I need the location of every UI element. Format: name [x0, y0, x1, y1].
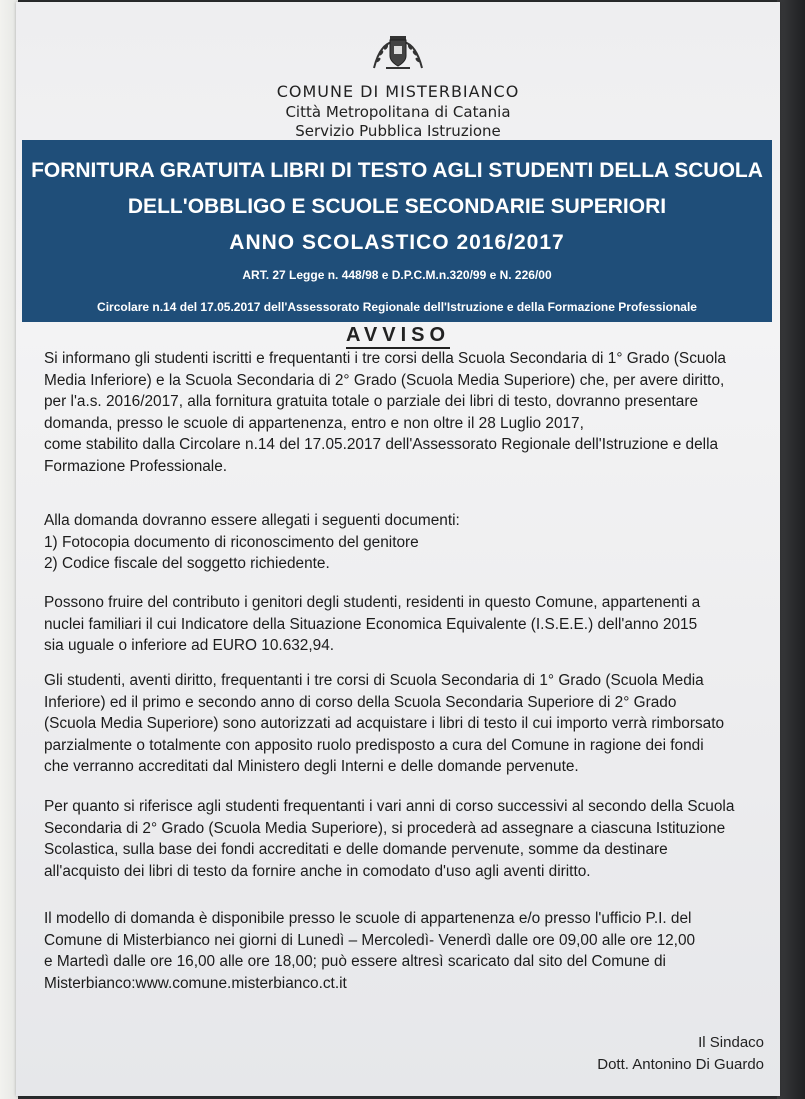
banner-circular-reference: Circolare n.14 del 17.05.2017 dell'Assessorato Regionale dell'Istruzione e della Formazione Professionale — [97, 300, 697, 314]
municipal-crest-icon — [368, 32, 428, 76]
text-line: (Scuola Media Superiore) sono autorizzati ad acquistare i libri di testo il cui importo verrà rimborsato — [44, 715, 725, 732]
text-line: parzialmente o totalmente con apposito ruolo predisposto a cura del Comune in ragione dei fondi — [44, 736, 704, 754]
text-line: nuclei familiari il cui Indicatore della Situazione Economica Equivalente (I.S.E.E.) dell'anno 2015 — [44, 615, 698, 633]
text-line: Si informano gli studenti iscritti e frequentanti i tre corsi della Scuola Secondaria di 1° Grado (Scuola — [44, 350, 726, 367]
citta-subtitle: Città Metropolitana di Catania — [285, 103, 511, 121]
text-line: Possono fruire del contributo i genitori degli studenti, residenti in questo Comune, appartenenti a — [44, 594, 701, 611]
text-line: che verranno accreditati dal Ministero degli Interni e delle domande pervenute. — [44, 758, 579, 775]
text-line: Media Inferiore) e la Scuola Secondaria di 2° Grado (Scuola Media Superiore) che, per avere diritto, — [44, 371, 725, 389]
text-line: Secondaria di 2° Grado (Scuola Media Superiore), si procederà ad assegnare a ciascuna Istituzione — [44, 819, 726, 837]
text-line: per l'a.s. 2016/2017, alla fornitura gratuita totale o parziale dei libri di testo, dovranno presentare — [44, 393, 699, 410]
text-line: domanda, presso le scuole di appartenenza, entro e non oltre il 28 Luglio 2017, — [44, 414, 584, 432]
title-banner — [22, 140, 772, 322]
signature-name: Dott. Antonino Di Guardo — [597, 1056, 764, 1073]
text-line: Formazione Professionale. — [44, 457, 228, 475]
text-line: Gli studenti, aventi diritto, frequentanti i tre corsi di Scuola Secondaria di 1° Grado (Scuola Media — [44, 672, 704, 689]
text-line: Per quanto si riferisce agli studenti frequentanti i vari anni di corso successivi al secondo della Scuola — [44, 798, 735, 815]
paragraph-application-form — [44, 908, 762, 994]
paragraph-eligibility — [44, 592, 762, 657]
banner-school-year: ANNO SCOLASTICO 2016/2017 — [229, 231, 565, 254]
comune-title: COMUNE DI MISTERBIANCO — [276, 82, 520, 101]
wall-right — [777, 0, 805, 1099]
servizio-subtitle: Servizio Pubblica Istruzione — [295, 122, 501, 140]
paragraph-documents — [44, 510, 762, 575]
text-line: sia uguale o inferiore ad EURO 10.632,94. — [44, 637, 335, 654]
banner-law-reference: ART. 27 Legge n. 448/98 e D.P.C.M.n.320/99 e N. 226/00 — [242, 268, 552, 282]
paragraph-later-years — [44, 796, 762, 882]
avviso-label: AVVISO — [346, 324, 450, 349]
text-line: all'acquisto dei libri di testo da fornire anche in comodato d'uso agli aventi diritto. — [44, 862, 591, 880]
text-line: e Martedì dalle ore 16,00 alle ore 18,00; può essere altresì scaricato dal sito del Comune di — [44, 953, 666, 970]
paragraph-announcement — [44, 348, 762, 477]
text-line: Il modello di domanda è disponibile presso le scuole di appartenenza e/o presso l'ufficio P.I. del — [44, 910, 692, 927]
list-item: 1) Fotocopia documento di riconoscimento del genitore — [44, 533, 419, 551]
paragraph-reimbursement — [44, 670, 762, 778]
website-text: Misterbianco:www.comune.misterbianco.ct.it — [44, 974, 347, 992]
avviso-heading — [16, 324, 780, 347]
banner-title-line-2: DELL'OBBLIGO E SCUOLE SECONDARIE SUPERIORI — [127, 195, 667, 218]
text-line: Scolastica, sulla base dei fondi accreditati e delle domande pervenute, somme da destinare — [44, 841, 668, 858]
text-line: Inferiore) ed il primo e secondo anno di corso della Scuola Secondaria Superiore di 2° Grado — [44, 693, 677, 711]
text-line: Alla domanda dovranno essere allegati i seguenti documenti: — [44, 512, 460, 529]
list-item: 2) Codice fiscale del soggetto richiedente. — [44, 555, 330, 572]
text-line: come stabilito dalla Circolare n.14 del 17.05.2017 dell'Assessorato Regionale dell'Istruzione e della — [44, 436, 719, 453]
signature-role: Il Sindaco — [698, 1034, 764, 1051]
notice-poster — [16, 2, 780, 1096]
banner-title-line-1: FORNITURA GRATUITA LIBRI DI TESTO AGLI STUDENTI DELLA SCUOLA — [31, 159, 763, 182]
text-line: Comune di Misterbianco nei giorni di Lunedì – Mercoledì- Venerdì dalle ore 09,00 alle ore 12,00 — [44, 931, 696, 949]
